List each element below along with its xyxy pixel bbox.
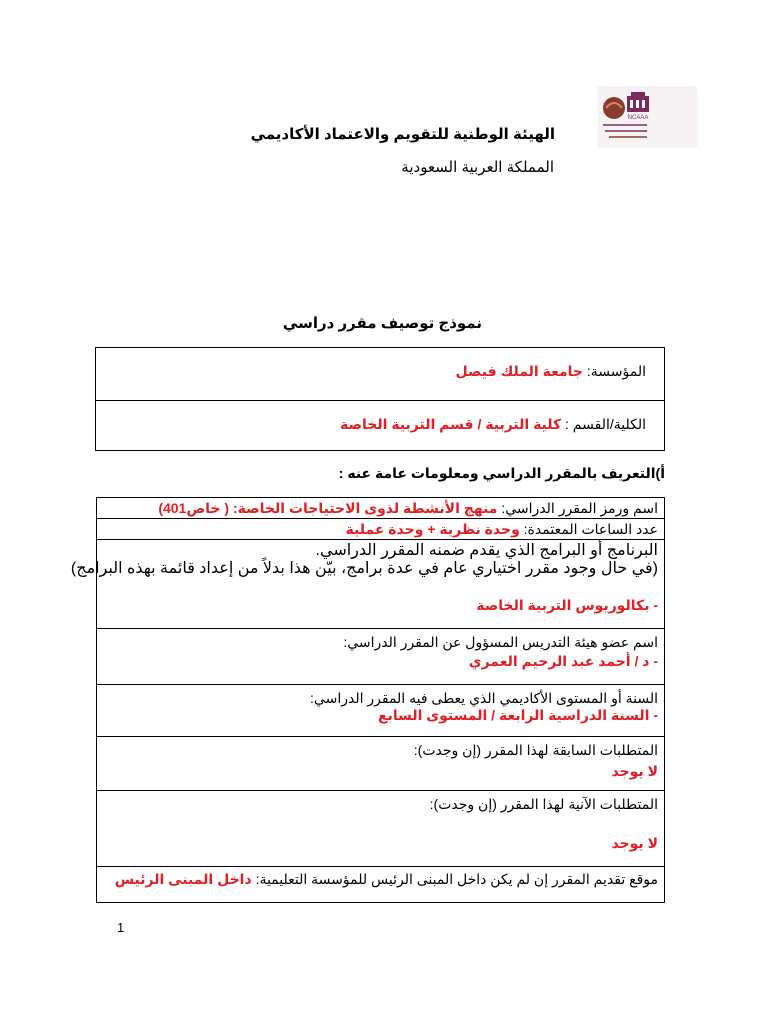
level-row — [97, 685, 664, 737]
college-label: الكلية/القسم : — [565, 416, 646, 432]
program-label: البرنامج أو البرامج الذي يقدم ضمنه المقرر الدراسي. — [315, 542, 658, 559]
country-name: المملكة العربية السعودية — [401, 159, 554, 176]
prerequisites-label: المتطلبات السابقة لهذا المقرر (إن وجدت): — [413, 742, 658, 758]
college-row — [96, 400, 664, 452]
form-title: نموذج توصيف مقرر دراسي — [282, 315, 482, 332]
course-info-table — [70, 497, 665, 903]
faculty-row — [97, 629, 664, 685]
course-name-value: منهج الأنشطة لذوى الاحتياجات الخاصة: — [232, 500, 498, 516]
course-name-row — [97, 498, 664, 519]
page-number: 1 — [117, 920, 125, 935]
program-row — [70, 540, 664, 629]
college-value: كلية التربية / قسم التربية الخاصة — [340, 416, 562, 432]
institution-row — [96, 348, 664, 401]
ncaaa-logo — [597, 86, 697, 148]
corequisites-label: المتطلبات الآنية لهذا المقرر (إن وجدت): — [429, 796, 658, 812]
program-note: (في حال وجود مقرر اختياري عام في عدة برامج، بيّن هذا بدلاً من إعداد قائمة بهذه البرامج) — [70, 560, 658, 577]
corequisites-value: لا يوجد — [611, 835, 658, 851]
institution-value: جامعة الملك فيصل — [455, 363, 583, 379]
credit-hours-value: وحدة نظرية + وحدة عملية — [345, 521, 520, 537]
faculty-label: اسم عضو هيئة التدريس المسؤول عن المقرر الدراسي: — [343, 634, 658, 650]
level-label: السنة أو المستوى الأكاديمي الذي يعطى فيه المقرر الدراسي: — [310, 690, 658, 706]
credit-hours-row — [97, 519, 664, 540]
level-value: - السنة الدراسية الرابعة / المستوى السابع — [378, 707, 658, 723]
section-a-heading: أ)التعريف بالمقرر الدراسي ومعلومات عامة عنه : — [338, 465, 665, 481]
institution-label: المؤسسة: — [586, 363, 646, 379]
course-code-value: ( خاص401) — [158, 500, 230, 516]
svg-text:NCAAA: NCAAA — [627, 115, 649, 121]
institution-table — [95, 347, 665, 451]
location-row — [97, 867, 664, 902]
location-value: داخل المبنى الرئيس — [114, 871, 252, 887]
org-name: الهيئة الوطنية للتقويم والاعتماد الأكاديمي — [250, 126, 555, 143]
credit-hours-label: عدد الساعات المعتمدة: — [523, 521, 658, 537]
location-label: موقع تقديم المقرر إن لم يكن داخل المبنى الرئيس للمؤسسة التعليمية: — [255, 871, 658, 887]
corequisites-row — [97, 791, 664, 867]
program-value: - بكالوريوس التربية الخاصة — [476, 597, 658, 613]
prerequisites-value: لا يوجد — [611, 763, 658, 779]
prerequisites-row — [97, 737, 664, 791]
course-name-label: اسم ورمز المقرر الدراسي: — [501, 500, 658, 516]
faculty-value: - د / أحمد عبد الرحيم العمري — [468, 653, 658, 669]
